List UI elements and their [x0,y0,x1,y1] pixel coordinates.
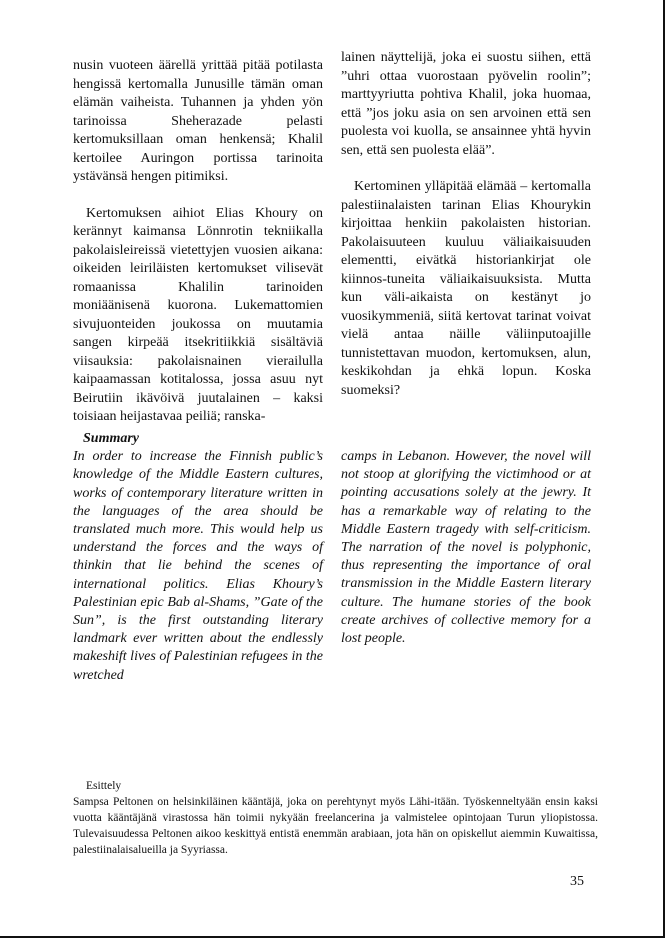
right-paragraph-2: Kertominen ylläpitää elämää – kertomalla palestiinalaisten tarinan Elias Khourykin kirjoittaa henkiin pakolaisten historian. Pakolaisuuteen kuuluu väliaikaisuuden elementti, eivätkä historiankirjat ole kiinnos-tuneita väliaikaisuuksista. Mutta kun väli-aikaista on kestänyt jo vuosikymmeniä, siitä kertovat tarinat voivat vielä antaa näille väliinputoajille tunnistettavan muodon, kertomuksen, alun, keskikohdan ja ehkä lopun. Koska suomeksi? [341,179,591,398]
summary-left-column [73,430,323,685]
left-paragraph-1: nusin vuoteen äärellä yrittää pitää potilasta hengissä kertomalla Junusille tämän oman elämän vaiheista. Tuhannen ja yhden yön tarinoissa Sheherazade pelasti kertomuksillaan oman henkensä; Khalil kertoilee Auringon portissa tarinoita ystävänsä hengen pitimiksi. [73,58,323,184]
right-paragraph-1: lainen näyttelijä, joka ei suostu siihen, että ”uhri ottaa vuorostaan pyövelin roolin”; marttyyriutta pohtiva Khalil, joka huomaa, että ”jos joku asia on sen arvoinen että sen puolesta voi kuolla, se ansainnee yhtä hyvin sen, että sen puolesta elää”. [341,50,591,158]
summary-right-text: camps in Lebanon. However, the novel will not stoop at glorifying the victimhood or at pointing accusations solely at the jewry. It has a remarkable way of relating to the Middle Eastern tragedy with self-criticism. The narration of the novel is polyphonic, thus representing the importance of oral transmission in the Middle Eastern literary culture. The humane stories of the book create archives of collective memory for a lost people. [341,449,591,647]
right-column [341,49,591,400]
presentation-text: Sampsa Peltonen on helsinkiläinen kääntäjä, joka on perehtynyt myös Lähi-itään. Työskenneltyään ensin kaksi vuotta kääntäjänä virastossa hän toimii nykyään freelancerina ja valmistelee opintojaan Turun yliopistossa. Tulevaisuudessa Peltonen aikoo keskittyä entistä enemmän arabiaan, jota hän on opiskellut aiemmin Kuwaitissa, palestiinalaisalueilla ja Syyriassa. [73,796,598,856]
presentation-label: Esittely [86,780,122,792]
left-column [73,57,323,427]
page-edge-right [663,0,665,936]
author-presentation [73,778,598,858]
summary-left-text: In order to increase the Finnish public’s knowledge of the Middle Eastern cultures, works of contemporary literature written in the languages of the area should be translated much more. This would help us understand the forces and the ways of thinkin that lie behind the scenes of international politics. Elias Khoury’s Palestinian epic Bab al-Shams, ”Gate of the Sun”, is the first outstanding literary landmark ever written about the endlessly makeshift lives of Palestinian refugees in the wretched [73,449,323,683]
summary-heading: Summary [83,431,140,446]
summary-right-column [341,448,591,648]
page-edge-bottom [0,936,665,938]
page-number: 35 [570,874,584,889]
left-paragraph-2: Kertomuksen aihiot Elias Khoury on kerännyt kaimansa Lönnrotin tekniikalla pakolaisleireissä vietettyjen vuosien aikana: oikeiden leiriläisten kertomukset vilisevät romaanissa Khalilin tarinoiden moniäänisenä kuorona. Lukemattomien sivujuonteiden joukossa on muutamia sangen kirpeää itsekritiikkiä sisältäviä viisauksia: pakolaisnainen vierailulla kaipaamassan kotitalossa, jossa asuu nyt Beirutiin ikävöivä juutalainen – kaksi toisiaan heijastavaa peiliä; ranska- [73,205,323,424]
